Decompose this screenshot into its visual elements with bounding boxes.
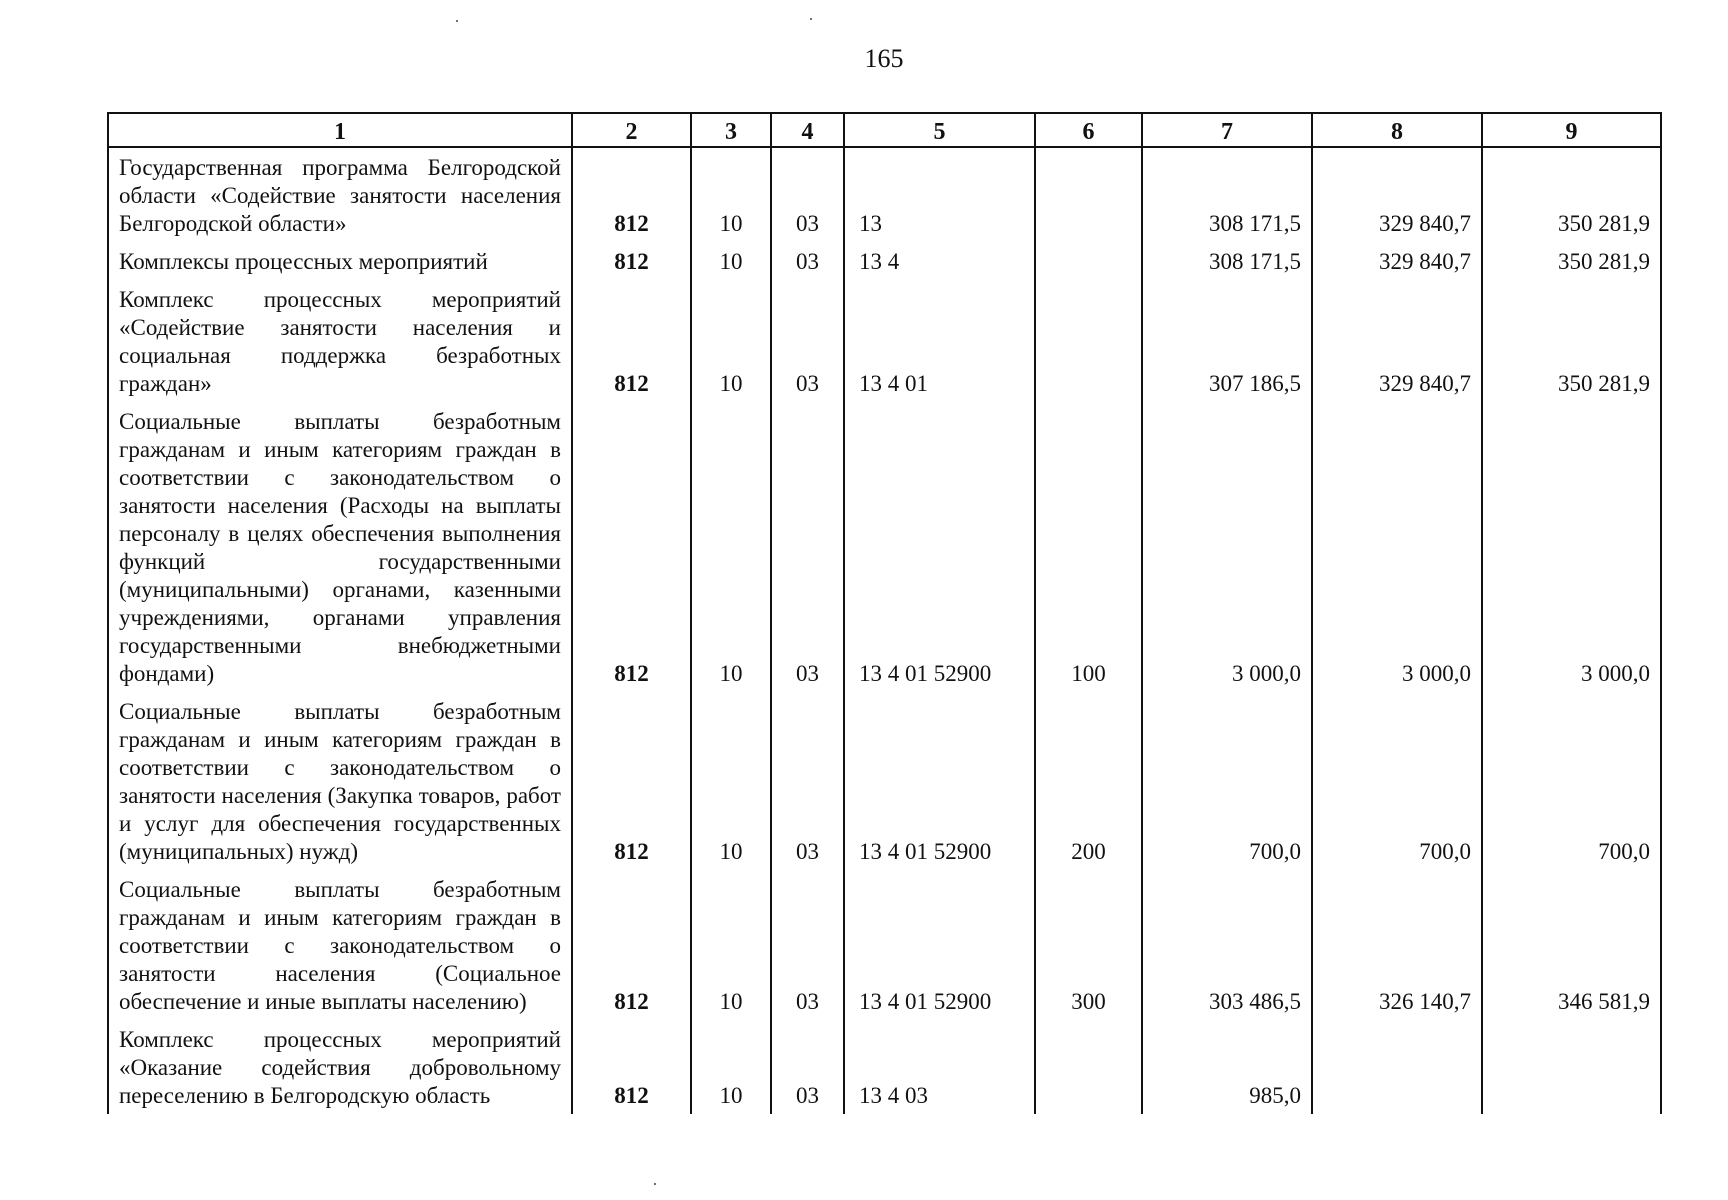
row-amount-col9: 350 281,9 bbox=[1482, 242, 1661, 280]
row-target-article: 13 4 bbox=[844, 242, 1035, 280]
header-col-6: 6 bbox=[1035, 113, 1142, 147]
row-expense-type: 300 bbox=[1035, 870, 1142, 1020]
budget-table bbox=[107, 112, 1662, 1114]
row-ministry-code: 812 bbox=[572, 242, 691, 280]
scan-speck bbox=[654, 1183, 656, 1185]
row-ministry-code: 812 bbox=[572, 692, 691, 870]
row-name: Комплекс процессных мероприятий «Содействие занятости населения и социальная поддержка безработных граждан» bbox=[108, 280, 572, 402]
row-expense-type bbox=[1035, 280, 1142, 402]
table-row bbox=[108, 402, 1661, 692]
row-ministry-code: 812 bbox=[572, 280, 691, 402]
header-row bbox=[108, 113, 1661, 147]
header-col-8: 8 bbox=[1312, 113, 1482, 147]
row-amount-col8: 3 000,0 bbox=[1312, 402, 1482, 692]
row-section: 10 bbox=[691, 402, 771, 692]
row-subsection: 03 bbox=[771, 147, 844, 242]
row-amount-col8: 700,0 bbox=[1312, 692, 1482, 870]
table-row bbox=[108, 870, 1661, 1020]
scan-speck bbox=[456, 20, 458, 22]
row-amount-col7: 3 000,0 bbox=[1142, 402, 1312, 692]
row-amount-col9: 350 281,9 bbox=[1482, 280, 1661, 402]
row-section: 10 bbox=[691, 692, 771, 870]
row-amount-col7: 303 486,5 bbox=[1142, 870, 1312, 1020]
table-row bbox=[108, 147, 1661, 242]
row-ministry-code: 812 bbox=[572, 1020, 691, 1114]
row-target-article: 13 4 01 52900 bbox=[844, 870, 1035, 1020]
header-col-3: 3 bbox=[691, 113, 771, 147]
row-expense-type: 200 bbox=[1035, 692, 1142, 870]
row-amount-col9: 3 000,0 bbox=[1482, 402, 1661, 692]
table-row bbox=[108, 1020, 1661, 1114]
row-section: 10 bbox=[691, 870, 771, 1020]
row-target-article: 13 4 01 52900 bbox=[844, 402, 1035, 692]
row-target-article: 13 4 01 bbox=[844, 280, 1035, 402]
row-target-article: 13 4 01 52900 bbox=[844, 692, 1035, 870]
row-amount-col7: 308 171,5 bbox=[1142, 147, 1312, 242]
row-target-article: 13 4 03 bbox=[844, 1020, 1035, 1114]
row-amount-col9: 346 581,9 bbox=[1482, 870, 1661, 1020]
row-ministry-code: 812 bbox=[572, 402, 691, 692]
row-section: 10 bbox=[691, 242, 771, 280]
header-col-5: 5 bbox=[844, 113, 1035, 147]
row-expense-type bbox=[1035, 147, 1142, 242]
row-expense-type bbox=[1035, 1020, 1142, 1114]
row-name: Социальные выплаты безработным гражданам и иным категориям граждан в соответствии с законодательством о занятости населения (Расходы на выплаты персоналу в целях обеспечения выполнения функций государственными (муниципальными) органами, казенными учреждениями, органами управления государственными внебюджетными фондами) bbox=[108, 402, 572, 692]
row-name: Социальные выплаты безработным гражданам и иным категориям граждан в соответствии с законодательством о занятости населения (Закупка товаров, работ и услуг для обеспечения государственных (муниципальных) нужд) bbox=[108, 692, 572, 870]
row-name: Государственная программа Белгородской области «Содействие занятости населения Белгородской области» bbox=[108, 147, 572, 242]
header-col-7: 7 bbox=[1142, 113, 1312, 147]
row-amount-col7: 985,0 bbox=[1142, 1020, 1312, 1114]
row-name: Комплексы процессных мероприятий bbox=[108, 242, 572, 280]
table-row bbox=[108, 692, 1661, 870]
row-amount-col8: 326 140,7 bbox=[1312, 870, 1482, 1020]
row-section: 10 bbox=[691, 1020, 771, 1114]
row-target-article: 13 bbox=[844, 147, 1035, 242]
row-subsection: 03 bbox=[771, 402, 844, 692]
row-ministry-code: 812 bbox=[572, 147, 691, 242]
row-amount-col9: 700,0 bbox=[1482, 692, 1661, 870]
scan-speck bbox=[810, 18, 812, 20]
row-section: 10 bbox=[691, 280, 771, 402]
table-row bbox=[108, 242, 1661, 280]
row-section: 10 bbox=[691, 147, 771, 242]
row-subsection: 03 bbox=[771, 1020, 844, 1114]
row-subsection: 03 bbox=[771, 692, 844, 870]
row-ministry-code: 812 bbox=[572, 870, 691, 1020]
row-amount-col9 bbox=[1482, 1020, 1661, 1114]
row-amount-col8 bbox=[1312, 1020, 1482, 1114]
row-name: Комплекс процессных мероприятий «Оказание содействия добровольному переселению в Белгородскую область bbox=[108, 1020, 572, 1114]
row-expense-type bbox=[1035, 242, 1142, 280]
row-name: Социальные выплаты безработным гражданам и иным категориям граждан в соответствии с законодательством о занятости населения (Социальное обеспечение и иные выплаты населению) bbox=[108, 870, 572, 1020]
page-number: 165 bbox=[864, 44, 904, 73]
row-subsection: 03 bbox=[771, 280, 844, 402]
row-amount-col8: 329 840,7 bbox=[1312, 147, 1482, 242]
row-amount-col7: 307 186,5 bbox=[1142, 280, 1312, 402]
header-col-4: 4 bbox=[771, 113, 844, 147]
row-amount-col7: 700,0 bbox=[1142, 692, 1312, 870]
row-expense-type: 100 bbox=[1035, 402, 1142, 692]
row-amount-col7: 308 171,5 bbox=[1142, 242, 1312, 280]
header-col-9: 9 bbox=[1482, 113, 1661, 147]
header-col-2: 2 bbox=[572, 113, 691, 147]
row-amount-col8: 329 840,7 bbox=[1312, 242, 1482, 280]
header-col-1: 1 bbox=[108, 113, 572, 147]
table-row bbox=[108, 280, 1661, 402]
row-amount-col9: 350 281,9 bbox=[1482, 147, 1661, 242]
row-subsection: 03 bbox=[771, 242, 844, 280]
row-amount-col8: 329 840,7 bbox=[1312, 280, 1482, 402]
row-subsection: 03 bbox=[771, 870, 844, 1020]
